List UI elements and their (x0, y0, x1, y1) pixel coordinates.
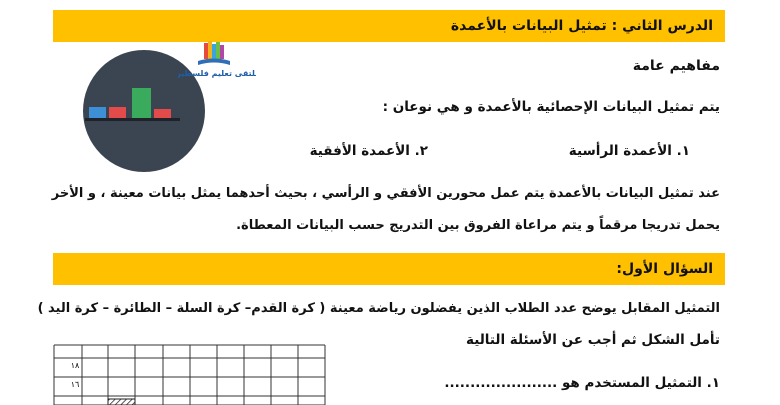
question-heading: السؤال الأول: (616, 261, 713, 277)
y-tick-label-16: ١٦ (70, 380, 80, 389)
concepts-paragraph-line-1: عند تمثيل البيانات بالأعمدة يتم عمل محورين الأفقي و الرأسي ، بحيث أحدهما يمثل بيانات معينة ، و الأخر (51, 186, 720, 201)
question-line-2: تأمل الشكل ثم أجب عن الأسئلة التالية (466, 332, 720, 348)
lesson-title-banner (53, 10, 725, 42)
question-line-1: التمثيل المقابل يوضح عدد الطلاب الذين يفضلون رياضة معينة ( كرة القدم– كرة السلة – الطائرة – كرة اليد ) (37, 301, 720, 316)
y-tick-label-18: ١٨ (70, 361, 80, 370)
sports-bar-chart (53, 342, 328, 405)
site-logo (178, 40, 256, 82)
type-vertical-bars: ١. الأعمدة الرأسية (568, 143, 690, 159)
question-banner (53, 253, 725, 285)
question-item-1: ١. التمثيل المستخدم هو ...................... (444, 375, 720, 391)
chart-bar-partial (108, 399, 135, 405)
logo-text: ملتقى تعليم فلسطين (178, 69, 256, 78)
lesson-title: الدرس الثاني : تمثيل البيانات بالأعمدة (450, 18, 713, 34)
books-logo-icon (178, 40, 256, 82)
concepts-heading: مفاهيم عامة (632, 58, 720, 74)
concepts-paragraph-line-2: يحمل تدريجا مرقماً و يتم مراعاة الفروق بين التدريج حسب البيانات المعطاة. (236, 218, 720, 233)
concepts-intro: يتم تمثيل البيانات الإحصائية بالأعمدة و هي نوعان : (382, 99, 720, 115)
type-horizontal-bars: ٢. الأعمدة الأفقية (309, 143, 428, 159)
